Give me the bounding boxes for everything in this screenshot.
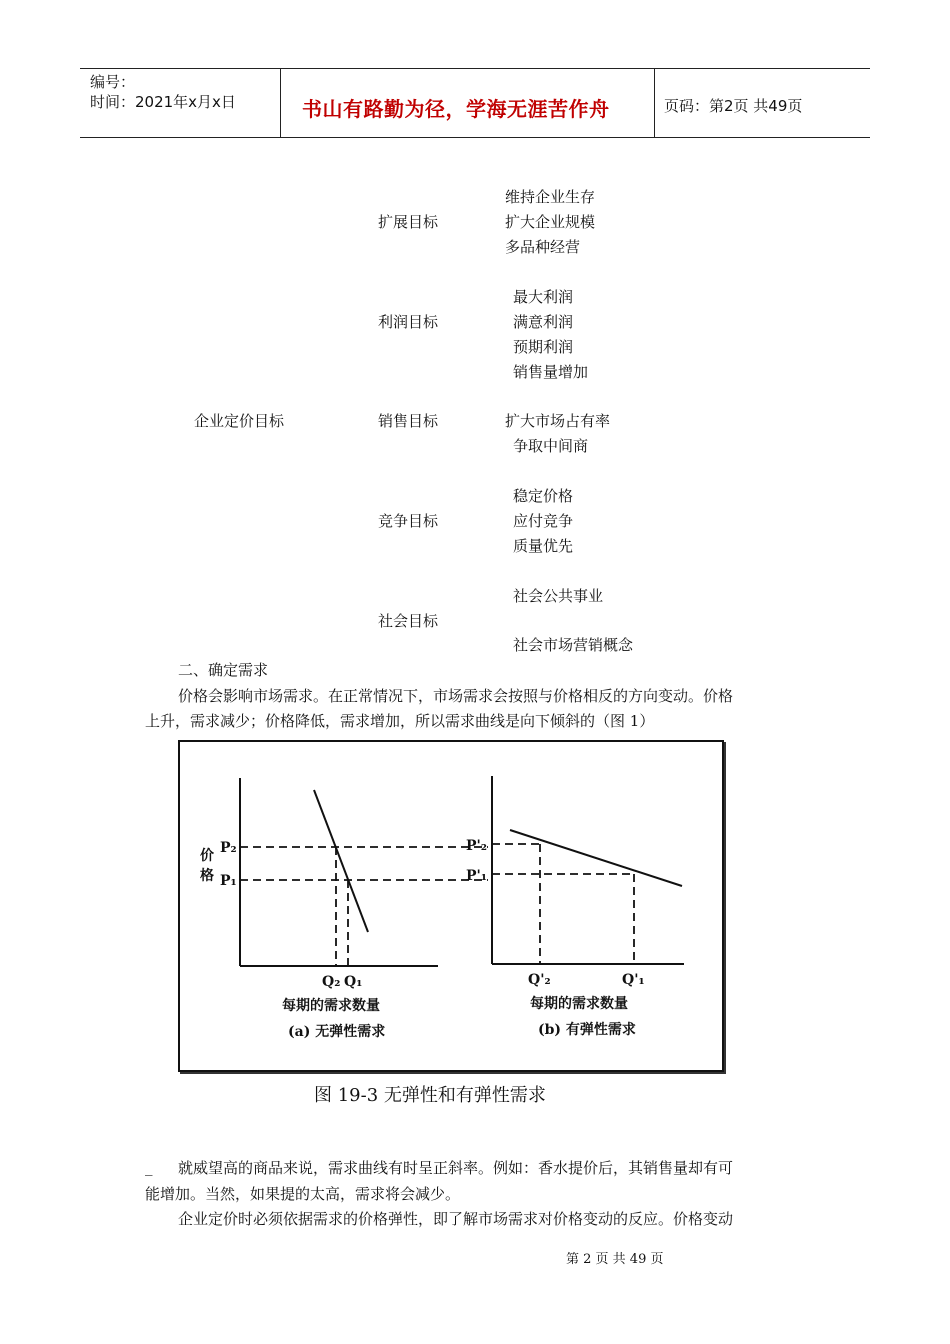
tick-label: P'₂ bbox=[466, 838, 487, 854]
figure-caption: 图 19-3 无弹性和有弹性需求 bbox=[314, 1085, 546, 1106]
y-axis-label: 格 bbox=[200, 868, 214, 884]
branch-item: 满意利润 bbox=[513, 313, 574, 331]
branch-item: 最大利润 bbox=[513, 288, 574, 306]
paragraph-marker: _ bbox=[145, 1158, 153, 1176]
section-title: 二、确定需求 bbox=[178, 661, 269, 679]
demand-curve-a bbox=[314, 790, 368, 932]
paragraph-line: 企业定价时必须依据需求的价格弹性，即了解市场需求对价格变动的反应。价格变动 bbox=[178, 1210, 734, 1228]
paragraph-line: 能增加。当然，如果提的太高，需求将会减少。 bbox=[145, 1185, 461, 1203]
branch-item: 社会市场营销概念 bbox=[513, 636, 634, 654]
tick-label: Q'₁ bbox=[622, 972, 645, 988]
tick-label: P₁ bbox=[220, 873, 237, 889]
branch-item: 应付竞争 bbox=[513, 512, 574, 530]
header-page-info: 页码：第2页 共49页 bbox=[664, 97, 803, 115]
branch-label: 社会目标 bbox=[378, 612, 439, 630]
tick-label: Q₁ bbox=[344, 974, 363, 990]
tick-label: P'₁ bbox=[466, 868, 487, 884]
branch-label: 竞争目标 bbox=[378, 512, 439, 530]
branch-label: 销售目标 bbox=[378, 412, 439, 430]
panel-caption: (b) 有弹性需求 bbox=[538, 1022, 636, 1038]
branch-item: 社会公共事业 bbox=[513, 587, 604, 605]
branch-item: 质量优先 bbox=[513, 537, 574, 555]
branch-item: 扩大企业规模 bbox=[505, 213, 596, 231]
page-footer: 第 2 页 共 49 页 bbox=[566, 1252, 664, 1267]
tick-label: P₂ bbox=[220, 840, 237, 856]
branch-item: 扩大市场占有率 bbox=[505, 412, 611, 430]
branch-item: 预期利润 bbox=[513, 338, 574, 356]
header-motto: 书山有路勤为径，学海无涯苦作舟 bbox=[302, 97, 610, 121]
paragraph-line: 上升，需求减少；价格降低，需求增加，所以需求曲线是向下倾斜的（图 1） bbox=[145, 712, 655, 730]
branch-item: 稳定价格 bbox=[513, 487, 574, 505]
branch-label: 扩展目标 bbox=[378, 213, 439, 231]
paragraph-line: 价格会影响市场需求。在正常情况下，市场需求会按照与价格相反的方向变动。价格 bbox=[178, 687, 734, 705]
tree-root: 企业定价目标 bbox=[194, 412, 285, 430]
branch-label: 利润目标 bbox=[378, 313, 439, 331]
branch-item: 销售量增加 bbox=[513, 363, 589, 381]
y-axis-label: 价 bbox=[200, 848, 214, 864]
x-axis-label: 每期的需求数量 bbox=[530, 996, 628, 1012]
branch-item: 维持企业生存 bbox=[505, 188, 596, 206]
header-time: 时间：2021年x月x日 bbox=[90, 93, 236, 111]
panel-caption: (a) 无弹性需求 bbox=[288, 1024, 386, 1040]
header-number: 编号： bbox=[90, 73, 136, 91]
branch-item: 多品种经营 bbox=[505, 238, 581, 256]
demand-curve-b bbox=[510, 830, 682, 886]
x-axis-label: 每期的需求数量 bbox=[282, 998, 380, 1014]
tick-label: Q'₂ bbox=[528, 972, 551, 988]
branch-item: 争取中间商 bbox=[513, 437, 589, 455]
tick-label: Q₂ bbox=[322, 974, 341, 990]
paragraph-line: 就威望高的商品来说，需求曲线有时呈正斜率。例如：香水提价后，其销售量却有可 bbox=[178, 1159, 734, 1177]
